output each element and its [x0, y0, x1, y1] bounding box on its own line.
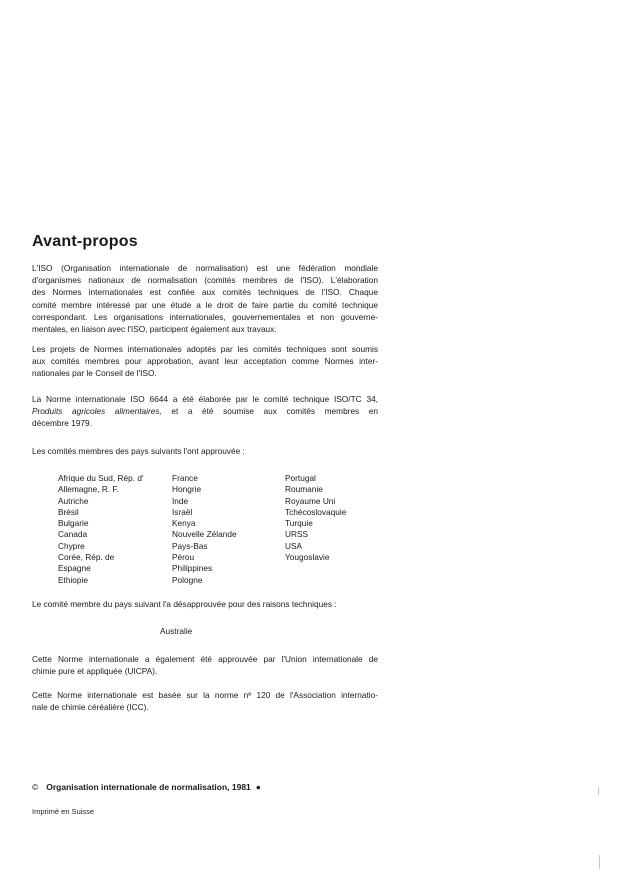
paragraph-disapproval-intro	[32, 598, 378, 610]
committee-title: Produits agricoles alimentaires,	[32, 406, 162, 417]
paragraph-standard-origin	[32, 393, 378, 430]
text-line: nale de chimie céréalière (ICC).	[32, 702, 149, 713]
paragraph-adoption	[32, 343, 378, 380]
country-item: Philippines	[172, 563, 213, 574]
country-item: Turquie	[285, 518, 313, 529]
text-line: L'ISO (Organisation internationale de normalisation) est une fédération mondiale	[32, 263, 378, 273]
paragraph-iupac-approval	[32, 653, 378, 677]
countries-column-1	[58, 473, 144, 586]
text-line: nationales par le Conseil de l'ISO.	[32, 368, 157, 379]
text-line: chimie pure et appliquée (UICPA).	[32, 666, 158, 677]
country-item: Brésil	[58, 506, 79, 517]
country-item: Pérou	[172, 552, 195, 563]
country-item: Allemagne, R. F.	[58, 484, 119, 495]
paragraph-icc-basis	[32, 689, 378, 713]
paragraph-approval-intro	[32, 445, 378, 457]
country-item: Bulgarie	[58, 518, 89, 529]
country-item: Israël	[172, 506, 193, 517]
country-item: Pologne	[172, 574, 203, 585]
country-item: Tchécoslovaquie	[285, 506, 347, 517]
country-item: France	[172, 473, 198, 483]
country-item: Roumanie	[285, 484, 323, 495]
text-line	[32, 405, 378, 417]
text-line: La Norme internationale ISO 6644 a été élaborée par le comité technique ISO/TC 34,	[32, 394, 378, 404]
text-line: comité membre intéressé par une étude a le droit de faire partie du comité technique	[32, 299, 378, 310]
country-item: Canada	[58, 529, 88, 540]
copyright-notice	[32, 782, 261, 792]
scan-artifact	[599, 855, 600, 869]
printed-in-note: Imprimé en Suisse	[32, 807, 95, 816]
text-line: Les projets de Normes internationales adoptés par les comités techniques sont soumis	[32, 344, 378, 354]
text-line: correspondant. Les organisations internationales, gouvernementales et non gouverne-	[32, 311, 378, 322]
country-item: Yougoslavie	[285, 552, 330, 563]
country-item: Espagne	[58, 563, 91, 574]
text-line: d'organismes nationaux de normalisation (comités membres de l'ISO). L'élaboration	[32, 275, 378, 286]
copyright-icon: ©	[32, 782, 39, 792]
countries-column-2	[172, 473, 237, 586]
paragraph-iso-description	[32, 262, 378, 335]
text-line: aux comités membres pour approbation, avant leur acceptation comme Normes inter-	[32, 356, 378, 367]
country-item: Royaume Uni	[285, 495, 336, 506]
scan-artifact	[598, 787, 599, 795]
country-item: Autriche	[58, 495, 89, 506]
bullet-icon: ●	[255, 782, 261, 792]
country-item: Afrique du Sud, Rép. d'	[58, 473, 144, 483]
country-item: URSS	[285, 529, 309, 540]
text-line: des Normes internationales est confiée aux comités techniques de l'ISO. Chaque	[32, 287, 378, 298]
text-line: Cette Norme internationale est basée sur la norme nº 120 de l'Association internatio-	[32, 690, 378, 700]
country-item: Ethiopie	[58, 574, 88, 585]
country-item: Corée, Rép. de	[58, 552, 115, 563]
text-line: Les comités membres des pays suivants l'ont approuvée :	[32, 446, 245, 456]
text-line: décembre 1979.	[32, 418, 92, 429]
country-item: Hongrie	[172, 484, 202, 495]
country-item: Nouvelle Zélande	[172, 529, 237, 540]
copyright-text: Organisation internationale de normalisation, 1981	[46, 782, 251, 792]
country-item: Portugal	[285, 473, 316, 483]
page-title: Avant-propos	[32, 233, 138, 250]
text-fragment: et a été soumise aux comités membres en	[161, 406, 378, 417]
countries-column-3	[285, 473, 346, 563]
country-item: USA	[285, 540, 303, 551]
country-item: Inde	[172, 495, 189, 506]
text-line: mentales, en liaison avec l'ISO, participent également aux travaux.	[32, 324, 277, 335]
disapproving-country: Australie	[160, 626, 193, 636]
text-line: Le comité membre du pays suivant l'a désapprouvée pour des raisons techniques :	[32, 599, 337, 609]
country-item: Pays-Bas	[172, 540, 208, 551]
country-item: Chypre	[58, 540, 85, 551]
text-line: Cette Norme internationale a également été approuvée par l'Union internationale de	[32, 654, 378, 664]
country-item: Kenya	[172, 518, 196, 529]
